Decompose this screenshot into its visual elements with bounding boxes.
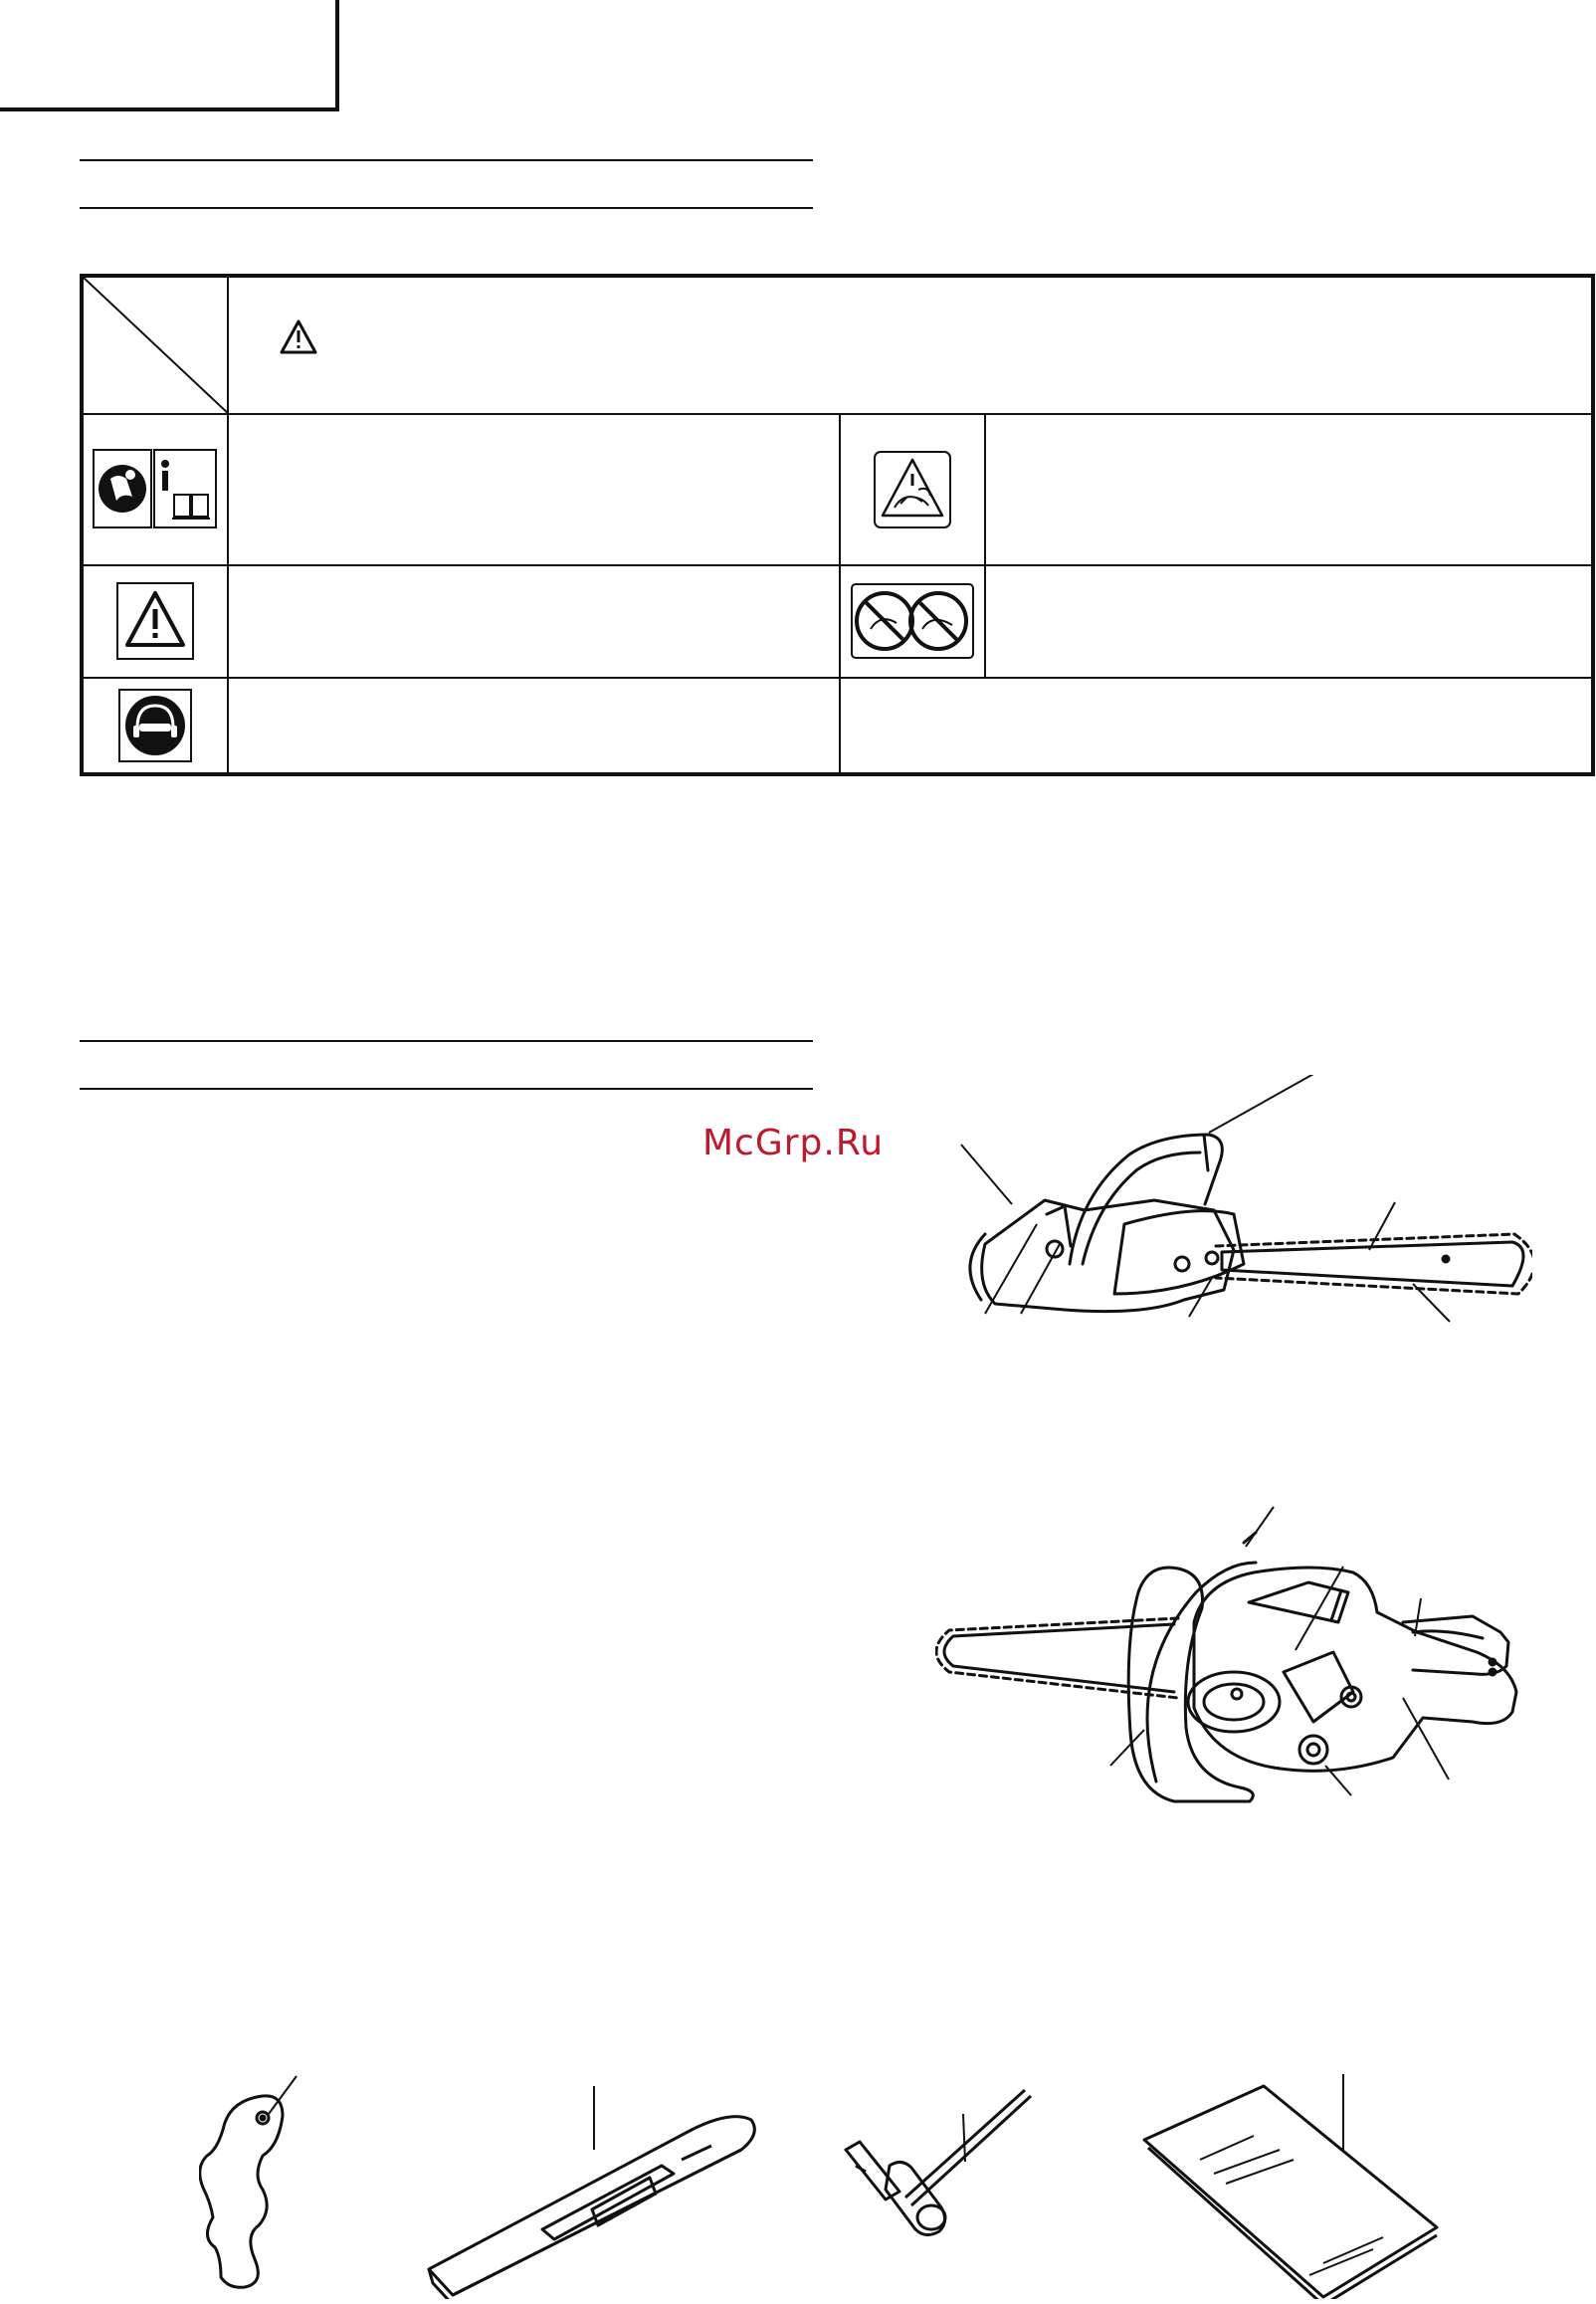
symbol-description-read-manual xyxy=(228,414,840,566)
section-heading-rule-bottom xyxy=(80,207,813,209)
instruction-manual-illustration xyxy=(1134,2070,1473,2299)
symbols-table xyxy=(80,274,1595,776)
table-header-cell xyxy=(228,276,1593,414)
icon-cell-read-manual xyxy=(82,414,228,566)
table-corner-cell xyxy=(82,276,228,414)
symbol-description-protective-gear xyxy=(228,678,840,774)
parts-heading-rule-bottom xyxy=(80,1088,813,1090)
kickback-warning-icon xyxy=(873,450,952,529)
symbols-row-3 xyxy=(82,678,1593,774)
page-number-box xyxy=(0,0,339,111)
read-manual-icon xyxy=(93,449,218,530)
combination-wrench-illustration xyxy=(836,2070,1035,2269)
chainsaw-other-side-view-illustration xyxy=(935,1503,1532,1821)
symbols-table-header-row xyxy=(82,276,1593,414)
parts-heading-rule-top xyxy=(80,1040,813,1042)
warning-triangle-icon xyxy=(115,581,195,661)
rear-handle-part-illustration xyxy=(199,2070,338,2299)
no-one-handed-operation-icon xyxy=(851,583,974,659)
guide-bar-cover-illustration xyxy=(423,2070,771,2299)
symbol-description-general-warning xyxy=(228,565,840,677)
watermark: McGrp.Ru xyxy=(702,1123,885,1163)
symbols-row-2 xyxy=(82,565,1593,677)
symbol-description-no-one-hand xyxy=(985,565,1593,677)
section-heading-rule-top xyxy=(80,159,813,161)
symbol-description-kickback xyxy=(985,414,1593,566)
icon-cell-general-warning xyxy=(82,565,228,677)
wear-protective-gear-icon xyxy=(117,688,193,763)
chainsaw-side-view-illustration xyxy=(955,1075,1532,1363)
icon-cell-protective-gear xyxy=(82,678,228,774)
icon-cell-kickback xyxy=(840,414,985,566)
icon-cell-no-one-hand xyxy=(840,565,985,677)
empty-cell xyxy=(840,678,1593,774)
diagonal-divider xyxy=(84,278,230,415)
symbols-row-1 xyxy=(82,414,1593,566)
warning-triangle-icon xyxy=(279,317,318,357)
